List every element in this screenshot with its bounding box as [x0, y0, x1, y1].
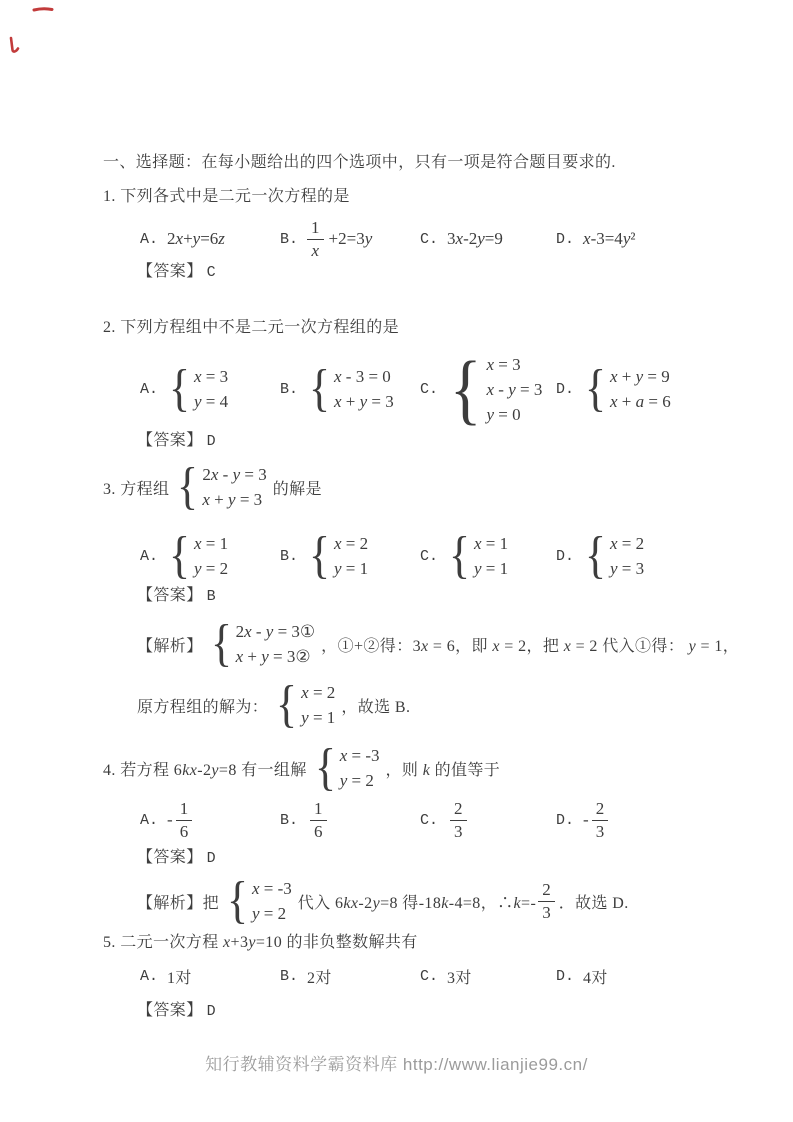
minus-sign: - — [583, 810, 589, 829]
q3-analysis-line2 — [137, 677, 410, 733]
option-math: 2x+y=6z — [167, 229, 225, 248]
q5-option-a — [140, 962, 192, 990]
analysis-text: 代入 6kx-2y=8 得-18k-4=8，∴k=- — [297, 894, 537, 912]
option-letter: D. — [556, 230, 575, 248]
q3-answer — [137, 585, 216, 607]
option-text: 3对 — [447, 969, 472, 987]
minus-sign: - — [167, 810, 173, 829]
q5-option-b — [280, 962, 332, 990]
option-letter: D. — [556, 811, 575, 829]
equation-system: { x = 3 y = 4 — [168, 360, 229, 417]
equation-system: { x = 2 y = 1 — [276, 676, 336, 733]
option-letter: D. — [556, 547, 575, 565]
q5-option-c — [420, 962, 472, 990]
q3-option-c — [420, 527, 508, 585]
fraction: $\frac{2}{3}$ — [592, 799, 609, 841]
analysis-text: ，故选 B. — [341, 698, 411, 716]
equation-system: { x = 2 y = 1 — [308, 527, 369, 584]
equation-system: { x = 2 y = 3 — [584, 527, 645, 584]
equation-system: { x + y = 9 x + a = 6 — [584, 360, 671, 417]
stem-text: 的解是 — [272, 480, 322, 498]
equation-system: { 2x - y = 3 x + y = 3 — [177, 458, 267, 515]
stem-text: ，则 k 的值等于 — [385, 761, 501, 779]
option-letter: B. — [280, 380, 299, 398]
q5-stem: 5. 二元一次方程 x+3y=10 的非负整数解共有 — [103, 934, 418, 951]
q3-option-a — [140, 527, 228, 585]
answer-value: D — [206, 433, 217, 450]
footer-watermark: 知行教辅资料学霸资料库 http://www.lianjie99.cn/ — [205, 1055, 588, 1074]
q5-option-d — [556, 962, 608, 990]
q1-option-c — [420, 213, 503, 265]
analysis-text: 原方程组的解为： — [137, 698, 269, 716]
q3-option-d — [556, 527, 644, 585]
option-letter: B. — [280, 547, 299, 565]
answer-label: 【答案】 — [137, 1002, 203, 1019]
q1-options — [0, 213, 793, 265]
q5-answer — [137, 1000, 216, 1022]
option-math: 3x-2y=9 — [447, 229, 503, 248]
equation-system: { x = 3 x - y = 3 y = 0 — [449, 345, 543, 432]
option-letter: B. — [280, 967, 299, 985]
q4-option-b — [280, 795, 327, 845]
option-letter: C. — [420, 230, 439, 248]
equation-system: { x = -3 y = 2 — [314, 739, 380, 796]
option-letter: C. — [420, 380, 439, 398]
equation-system: { 2x - y = 3① x + y = 3② — [210, 615, 316, 672]
fraction: $\frac{1}{x}$ — [307, 218, 324, 260]
q1-option-a — [140, 213, 225, 265]
option-letter: A. — [140, 547, 159, 565]
q1-option-d — [556, 213, 635, 265]
q2-option-d — [556, 344, 671, 434]
equation-system: { x = 1 y = 1 — [448, 527, 509, 584]
q4-option-a — [140, 795, 192, 845]
q2-answer — [137, 430, 216, 452]
fraction: $\frac{2}{3}$ — [538, 880, 555, 922]
option-math: +2=3y — [328, 229, 373, 248]
answer-value: D — [206, 1003, 217, 1020]
answer-label: 【答案】 — [137, 263, 203, 280]
equation-system: { x = -3 y = 2 — [226, 872, 292, 929]
analysis-label: 【解析】 — [137, 637, 203, 655]
answer-value: D — [206, 850, 217, 867]
answer-label: 【答案】 — [137, 587, 203, 604]
q5-options — [0, 962, 793, 990]
fraction: $\frac{1}{6}$ — [310, 799, 327, 841]
analysis-text: 【解析】把 — [137, 894, 220, 912]
q1-answer — [137, 261, 216, 283]
q2-stem: 2. 下列方程组中不是二元一次方程组的是 — [103, 319, 400, 336]
equation-system: { x = 1 y = 2 — [168, 527, 229, 584]
option-letter: A. — [140, 380, 159, 398]
option-text: 2对 — [307, 969, 332, 987]
q4-options — [0, 795, 793, 845]
fraction: $\frac{1}{6}$ — [176, 799, 193, 841]
option-letter: B. — [280, 811, 299, 829]
q4-answer — [137, 847, 216, 869]
q2-options — [0, 344, 793, 434]
option-math: x-3=4y² — [583, 229, 636, 248]
q2-option-b — [280, 344, 394, 434]
q3-options — [0, 527, 793, 585]
answer-label: 【答案】 — [137, 432, 203, 449]
answer-value: B — [206, 588, 217, 605]
q4-analysis — [137, 872, 629, 930]
q3-stem — [103, 459, 322, 515]
option-letter: D. — [556, 967, 575, 985]
q4-stem — [103, 739, 500, 797]
analysis-text: ，①+②得：3x = 6，即 x = 2，把 x = 2 代入①得： y = 1， — [321, 637, 740, 655]
option-letter: A. — [140, 967, 159, 985]
option-letter: D. — [556, 380, 575, 398]
stem-text: 3. 方程组 — [103, 480, 170, 498]
option-letter: A. — [140, 230, 159, 248]
q2-option-a — [140, 344, 228, 434]
red-annotation-marks-icon — [0, 0, 60, 60]
equation-system: { x - 3 = 0 x + y = 3 — [308, 360, 394, 417]
q3-option-b — [280, 527, 368, 585]
option-letter: B. — [280, 230, 299, 248]
q3-analysis-line1 — [137, 614, 739, 674]
q1-stem: 1. 下列各式中是二元一次方程的是 — [103, 188, 350, 205]
answer-value: C — [206, 264, 217, 281]
section-title: 一、选择题：在每小题给出的四个选项中，只有一项是符合题目要求的. — [103, 154, 616, 171]
option-letter: C. — [420, 811, 439, 829]
q4-option-c — [420, 795, 467, 845]
option-letter: C. — [420, 967, 439, 985]
option-text: 4对 — [583, 969, 608, 987]
q1-option-b — [280, 213, 372, 265]
option-letter: A. — [140, 811, 159, 829]
q2-option-c — [420, 344, 542, 434]
answer-label: 【答案】 — [137, 849, 203, 866]
option-letter: C. — [420, 547, 439, 565]
fraction: $\frac{2}{3}$ — [450, 799, 467, 841]
analysis-text: ．故选 D. — [558, 894, 629, 912]
option-text: 1对 — [167, 969, 192, 987]
q4-option-d — [556, 795, 608, 845]
stem-text: 4. 若方程 6kx-2y=8 有一组解 — [103, 761, 307, 779]
